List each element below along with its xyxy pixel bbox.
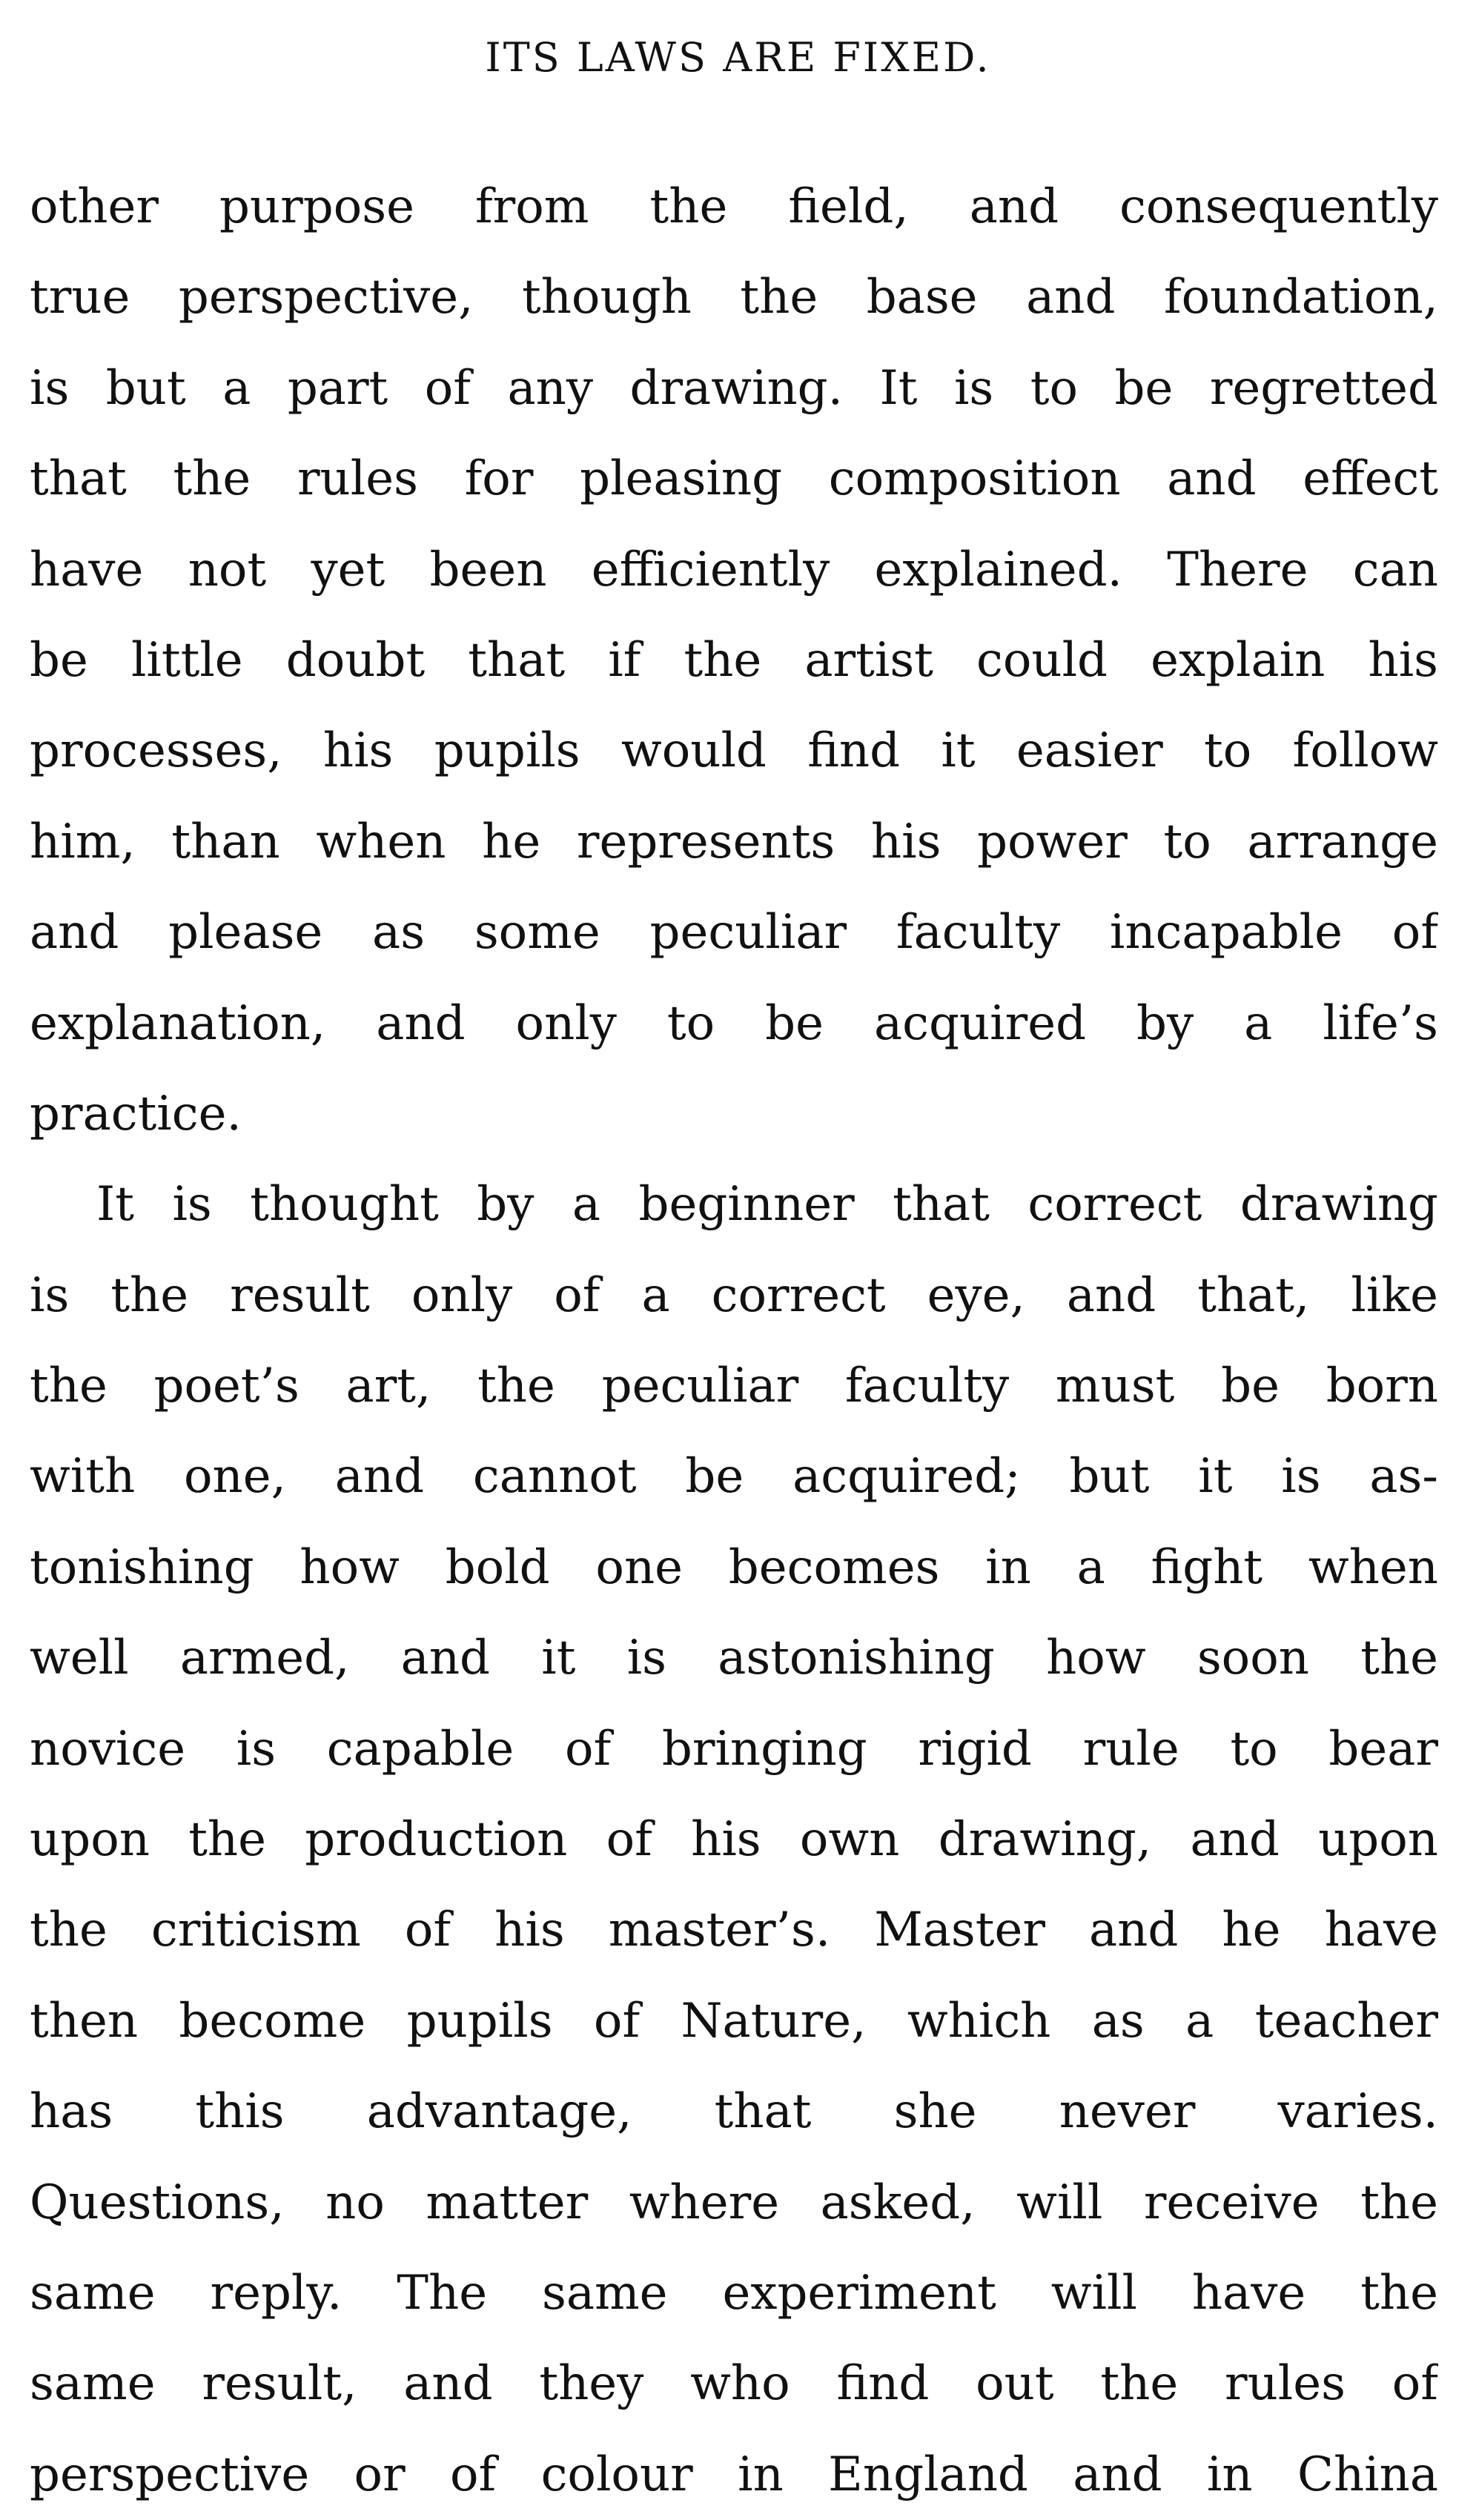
text-line: other purpose from the field, and consequently: [30, 179, 1438, 234]
text-line: is but a part of any drawing. It is to be regretted: [30, 360, 1438, 416]
text-line: be little doubt that if the artist could explain his: [30, 632, 1438, 688]
running-head: ITS LAWS ARE FIXED.: [485, 34, 991, 81]
text-line: It is thought by a beginner that correct drawing: [96, 1177, 1438, 1233]
text-line: then become pupils of Nature, which as a teacher: [30, 1993, 1438, 2049]
text-line: same result, and they who find out the rules of: [30, 2356, 1438, 2412]
text-line: is the result only of a correct eye, and that, like: [30, 1267, 1438, 1323]
text-line: and please as some peculiar faculty incapable of: [30, 905, 1438, 961]
body-text: [30, 162, 1438, 2520]
text-line: that the rules for pleasing composition and effect: [30, 451, 1438, 507]
text-line: tonishing how bold one becomes in a fight when: [30, 1539, 1438, 1595]
text-line: the poet’s art, the peculiar faculty must be born: [30, 1359, 1438, 1414]
text-line: practice.: [30, 1086, 242, 1141]
text-line: has this advantage, that she never varies.: [30, 2084, 1438, 2140]
text-line: processes, his pupils would find it easier to follow: [30, 723, 1438, 779]
text-line: Questions, no matter where asked, will receive the: [30, 2175, 1438, 2230]
text-line: true perspective, though the base and foundation,: [30, 270, 1438, 325]
text-line: explanation, and only to be acquired by a life’s: [30, 995, 1438, 1051]
text-line: perspective or of colour in England and in China: [30, 2447, 1438, 2502]
text-line: novice is capable of bringing rigid rule to bear: [30, 1721, 1438, 1777]
text-line: same reply. The same experiment will have the: [30, 2265, 1438, 2321]
text-line: upon the production of his own drawing, and upon: [30, 1812, 1438, 1868]
text-line: with one, and cannot be acquired; but it is as-: [30, 1449, 1438, 1505]
text-line: well armed, and it is astonishing how soon the: [30, 1631, 1438, 1686]
text-line: him, than when he represents his power to arrange: [30, 814, 1438, 869]
text-line: the criticism of his master’s. Master and he have: [30, 1903, 1438, 1958]
text-line: have not yet been efficiently explained. There can: [30, 542, 1438, 597]
